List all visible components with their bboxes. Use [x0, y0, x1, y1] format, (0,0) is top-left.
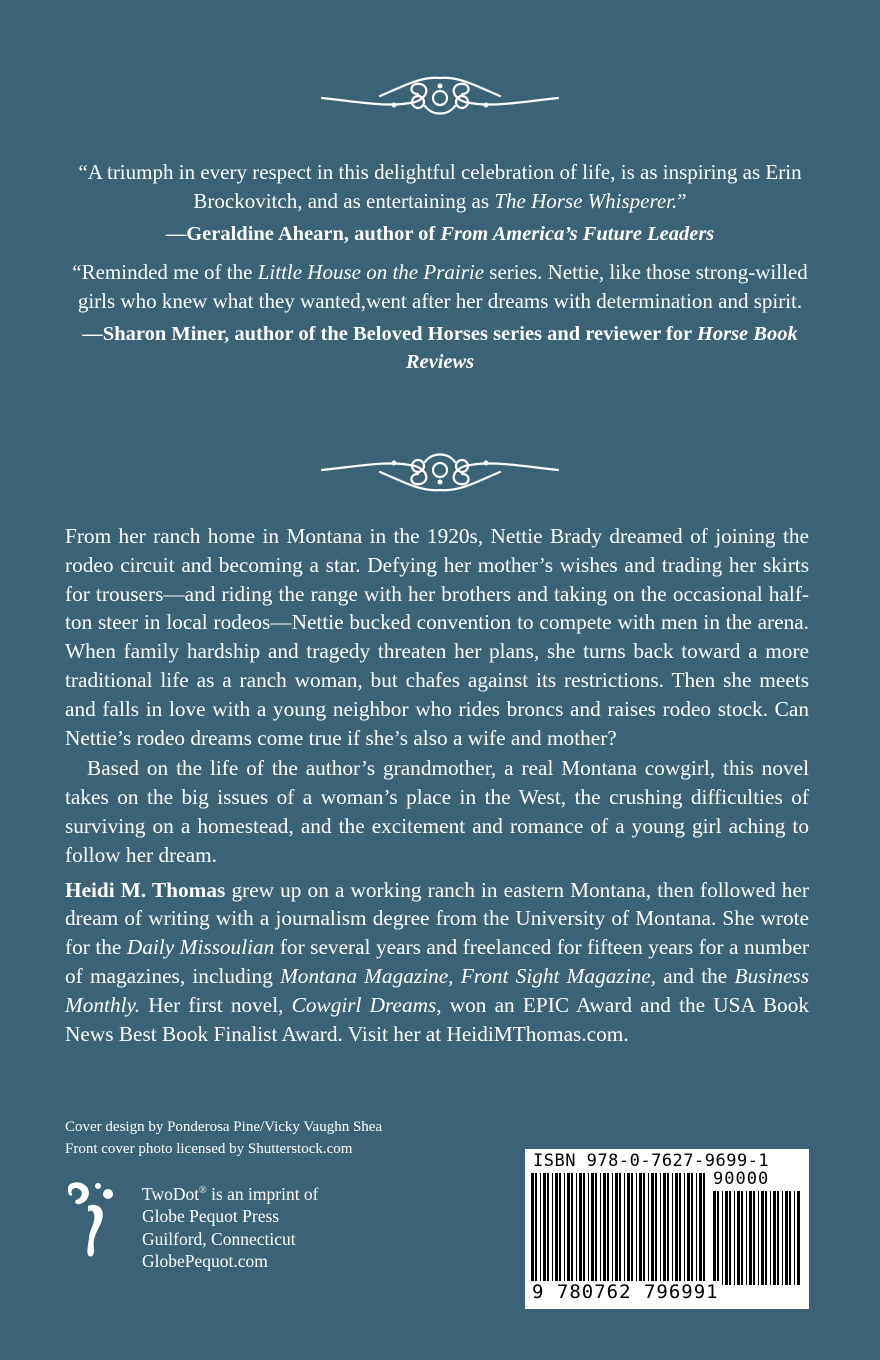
barcode-bar — [679, 1173, 681, 1285]
barcode-bar — [576, 1173, 577, 1285]
quote-2-source: Horse Book Reviews — [405, 323, 798, 373]
quote-2-text-b: series. Nettie, like those strong-willed girls who knew what they wanted,went after her dreams with determination and spirit. — [77, 260, 808, 313]
barcode-bar — [588, 1173, 589, 1285]
barcode-bar — [579, 1173, 582, 1285]
barcode-bar — [675, 1173, 678, 1285]
author-bio — [65, 876, 809, 1049]
bio-italic-2: Montana Magazine, Front Sight Magazine, — [280, 963, 656, 988]
barcode-bar — [643, 1173, 645, 1285]
barcode-bar — [672, 1173, 673, 1285]
barcode-bar — [552, 1173, 553, 1285]
barcode-bar — [591, 1173, 594, 1285]
imprint-line-1-rest: is an imprint of — [206, 1183, 319, 1204]
quote-1-source: From America’s Future Leaders — [440, 223, 715, 245]
barcode-bar — [564, 1173, 565, 1285]
quote-2-text-a: “Reminded me of the — [72, 260, 258, 284]
quote-1-author: —Geraldine Ahearn, author of — [165, 223, 441, 245]
bio-text-1: grew up on a working ranch in eastern Montana, then followed her dream of writing with a journalism degree from the University of Montana. She wrote for the — [65, 877, 810, 960]
barcode-bar — [734, 1191, 735, 1285]
barcode-bar — [607, 1173, 609, 1285]
credit-line-photo: Front cover photo licensed by Shutterstock.com — [65, 1141, 353, 1157]
imprint-text — [142, 1180, 319, 1273]
quote-1-text: “A triumph in every respect in this delightful celebration of life, is as inspiring as Erin Brockovitch, and as entertaining as — [78, 160, 802, 213]
barcode-bar — [667, 1173, 669, 1285]
barcode-bar — [600, 1173, 601, 1285]
barcode-bar — [624, 1173, 625, 1285]
barcode-bar — [631, 1173, 633, 1285]
barcode-bar — [660, 1173, 661, 1285]
bio-text-3: and the — [656, 963, 735, 988]
book-description — [65, 522, 809, 1050]
barcode-bar — [722, 1191, 723, 1285]
ean-barcode-bars — [531, 1173, 707, 1285]
barcode-bar — [696, 1173, 697, 1285]
barcode-bar — [687, 1173, 690, 1285]
isbn-label: ISBN 978-0-7627-9699-1 — [533, 1151, 770, 1171]
quote-1-attribution — [60, 220, 820, 248]
quote-1-close: ” — [677, 189, 687, 213]
imprint-line-4: GlobePequot.com — [142, 1251, 268, 1272]
barcode-bar — [535, 1173, 537, 1285]
barcode-bar — [753, 1191, 755, 1285]
bio-italic-3: Business Monthly. — [65, 963, 809, 1017]
ean-digits: 9 780762 796991 — [529, 1281, 722, 1303]
addon-barcode-bars — [713, 1191, 803, 1285]
quote-2-author: —Sharon Miner, author of the Beloved Horses series and reviewer for — [82, 323, 697, 345]
barcode-bar — [639, 1173, 642, 1285]
barcode-bar — [567, 1173, 570, 1285]
barcode-bar — [758, 1191, 759, 1285]
quote-2-attribution — [60, 320, 820, 376]
barcode-bar — [583, 1173, 585, 1285]
barcode-bar — [785, 1191, 788, 1285]
barcode-bar — [555, 1173, 558, 1285]
quote-1-title: The Horse Whisperer. — [494, 189, 678, 213]
registered-mark: ® — [199, 1185, 207, 1196]
quote-1 — [60, 158, 820, 216]
barcode-bar — [789, 1191, 791, 1285]
description-paragraph-2: Based on the life of the author’s grandmother, a real Montana cowgirl, this novel takes on the big issues of a woman’s place in the West, the crushing difficulties of surviving on a homestead, and the excitement and romance of a young girl aching to follow her dream. — [65, 756, 809, 867]
barcode-bar — [571, 1173, 573, 1285]
barcode-bar — [765, 1191, 767, 1285]
barcode-bar — [717, 1191, 719, 1285]
bio-italic-1: Daily Missoulian — [126, 935, 275, 960]
imprint-brand: TwoDot — [142, 1183, 200, 1204]
barcode-bar — [691, 1173, 693, 1285]
barcode-bar — [531, 1173, 534, 1285]
bio-text-5: won an EPIC Award and the USA Book News Best Book Finalist Award. Visit her at HeidiMThomas.com. — [65, 992, 809, 1046]
barcode-bar — [741, 1191, 743, 1285]
bio-text-2: for several years and freelanced for fifteen years for a number of magazines, including — [65, 935, 809, 988]
barcode-bar — [636, 1173, 637, 1285]
imprint-line-3: Guilford, Connecticut — [142, 1228, 296, 1249]
description-paragraph-1: From her ranch home in Montana in the 1920s, Nettie Brady dreamed of joining the rodeo circuit and becoming a star. Defying her mother’s wishes and trading her skirts for trousers—and riding the range with her brothers and taking on the occasional half-ton steer in local rodeos—Nettie bucked convention to compete with men in the arena. When family hardship and tragedy threaten her plans, she turns back toward a more traditional life as a ranch woman, but chafes against its restrictions. Then she meets and falls in love with a young neighbor who rides broncs and raises rodeo stock. Can Nettie’s rodeo dreams come true if she’s also a wife and mother? — [65, 524, 809, 750]
bio-italic-4: Cowgirl Dreams, — [291, 992, 442, 1017]
barcode-bar — [699, 1173, 702, 1285]
barcode-bar — [663, 1173, 666, 1285]
barcode-bar — [703, 1173, 705, 1285]
author-name: Heidi M. Thomas — [65, 877, 226, 902]
quote-2 — [60, 258, 820, 316]
barcode-bar — [684, 1173, 685, 1285]
barcode-bar — [559, 1173, 561, 1285]
bio-text-4: Her first novel, — [140, 992, 292, 1017]
barcode-bar — [655, 1173, 657, 1285]
cover-credits — [65, 1116, 382, 1160]
barcode-bar — [797, 1191, 800, 1285]
isbn-barcode — [525, 1149, 809, 1309]
publisher-imprint — [62, 1180, 319, 1273]
barcode-bar — [603, 1173, 606, 1285]
barcode-bar — [612, 1173, 613, 1285]
barcode-bar — [713, 1191, 716, 1285]
credit-line-design: Cover design by Ponderosa Pine/Vicky Vaughn Shea — [65, 1119, 383, 1135]
barcode-bar — [725, 1191, 728, 1285]
barcode-bar — [619, 1173, 621, 1285]
barcode-bar — [543, 1173, 546, 1285]
price-code: 90000 — [713, 1169, 770, 1189]
barcode-bar — [729, 1191, 731, 1285]
barcode-bar — [777, 1191, 779, 1285]
barcode-bar — [615, 1173, 618, 1285]
barcode-bar — [782, 1191, 783, 1285]
barcode-bar — [595, 1173, 597, 1285]
barcode-bar — [773, 1191, 776, 1285]
twodot-logo-icon — [62, 1180, 120, 1260]
barcode-bar — [651, 1173, 654, 1285]
barcode-bar — [761, 1191, 764, 1285]
quote-2-title: Little House on the Prairie — [257, 260, 485, 284]
top-ornament — [0, 72, 880, 122]
bottom-ornament — [0, 448, 880, 498]
barcode-bar — [749, 1191, 752, 1285]
imprint-line-2: Globe Pequot Press — [142, 1206, 280, 1227]
barcode-bar — [547, 1173, 549, 1285]
barcode-bar — [746, 1191, 747, 1285]
barcode-bar — [770, 1191, 771, 1285]
barcode-bar — [648, 1173, 649, 1285]
endorsement-quotes — [60, 158, 820, 386]
barcode-bar — [540, 1173, 541, 1285]
barcode-bar — [737, 1191, 740, 1285]
barcode-bar — [627, 1173, 630, 1285]
imprint-line-1 — [142, 1180, 319, 1205]
barcode-bar — [794, 1191, 795, 1285]
